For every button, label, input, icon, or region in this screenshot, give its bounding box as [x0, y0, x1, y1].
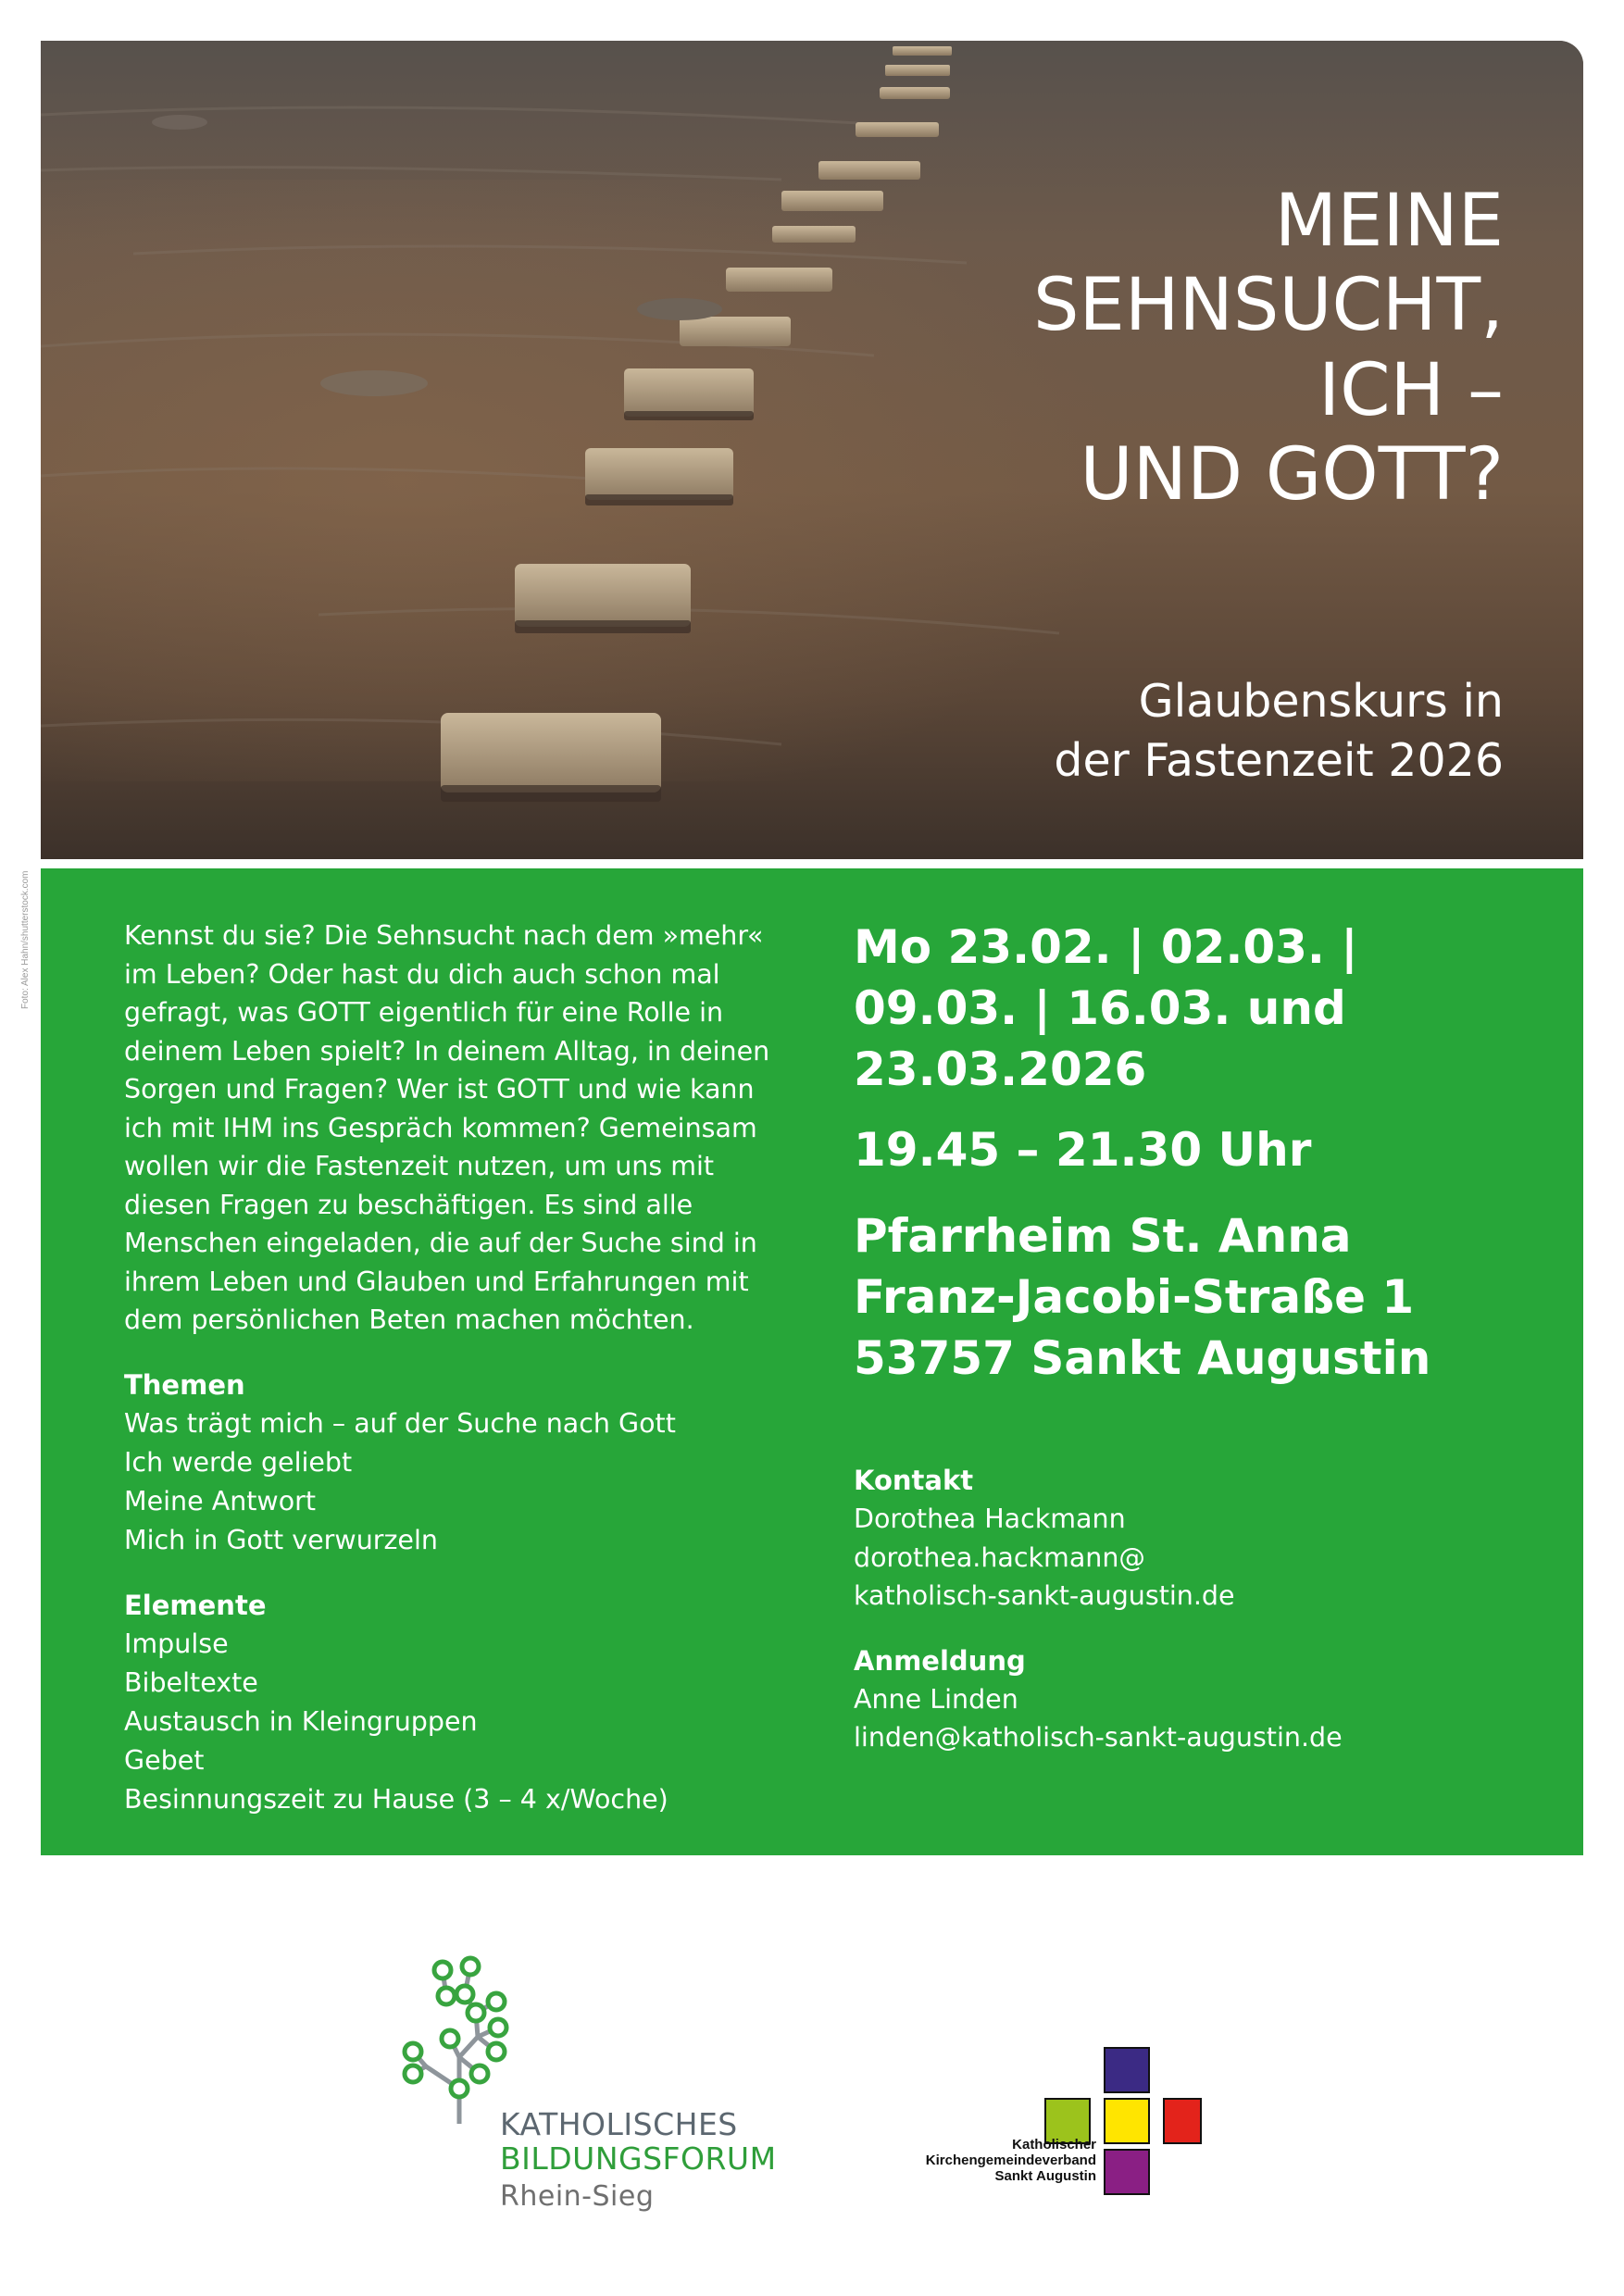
- themen-heading: Themen: [124, 1368, 245, 1401]
- bildungsforum-line-3: Rhein-Sieg: [500, 2180, 655, 2213]
- dates-line-1: Mo 23.02. | 02.03. |: [854, 920, 1358, 974]
- hero-photo: [41, 41, 1583, 859]
- list-item: Meine Antwort: [124, 1485, 317, 1516]
- list-item: Austausch in Kleingruppen: [124, 1705, 478, 1737]
- kontakt-heading: Kontakt: [854, 1465, 974, 1496]
- bildungsforum-logo: [387, 1948, 868, 2226]
- photo-credit: Foto: Alex Hahn/shutterstock.com: [20, 870, 31, 1009]
- left-column: [124, 917, 791, 1819]
- right-column: [854, 917, 1520, 1757]
- cross-square-center: [1105, 2099, 1149, 2143]
- course-time: 19.45 – 21.30 Uhr: [854, 1123, 1312, 1177]
- dates-line-2: 09.03. | 16.03. und: [854, 981, 1346, 1035]
- contact-email-link[interactable]: dorothea.hackmann@: [854, 1541, 1145, 1573]
- info-panel: [41, 868, 1583, 1855]
- kgv-line-3: Sankt Augustin: [994, 2168, 1096, 2184]
- kgv-line-1: Katholischer: [1012, 2137, 1096, 2152]
- venue-name: Pfarrheim St. Anna: [854, 1209, 1352, 1263]
- registration-block: [854, 1641, 1520, 1757]
- tree-icon: [387, 1948, 563, 2124]
- list-item: Besinnungszeit zu Hause (3 – 4 x/Woche): [124, 1783, 668, 1815]
- venue-address: [854, 1205, 1520, 1389]
- anmeldung-heading: Anmeldung: [854, 1644, 1026, 1677]
- intro-text: Kennst du sie? Die Sehnsucht nach dem »mehr« im Leben? Oder hast du dich auch schon mal gefragt, was GOTT eigentlich für eine Rolle in deinem Leben spielt? In deinem Alltag, in deinen Sorgen und Fragen? Wer ist GOTT und wie kann ich mit IHM ins Gespräch kommen? Gemeinsam wollen wir die Fastenzeit nutzen, um uns mit diesen Fragen zu beschäftigen. Es sind alle Menschen eingeladen, die auf der Suche sind in ihrem Leben und Glauben und Erfahrungen mit dem persönlichen Beten machen möchten.: [124, 920, 770, 1335]
- contact-name: Dorothea Hackmann: [854, 1504, 1126, 1534]
- course-dates: [854, 917, 1520, 1100]
- list-item: Impulse: [124, 1628, 229, 1659]
- headline: [744, 180, 1504, 518]
- list-item: Ich werde geliebt: [124, 1446, 353, 1478]
- kirchengemeindeverband-logo: [889, 2046, 1204, 2222]
- subheadline: [763, 672, 1504, 790]
- bildungsforum-line-1: KATHOLISCHES: [500, 2106, 738, 2142]
- themen-list: [124, 1404, 791, 1560]
- list-item: Mich in Gott verwurzeln: [124, 1524, 438, 1555]
- venue-city: 53757 Sankt Augustin: [854, 1331, 1431, 1385]
- subheadline-line-2: der Fastenzeit 2026: [1054, 733, 1504, 787]
- contact-block: [854, 1461, 1520, 1616]
- bildungsforum-line-2: BILDUNGSFORUM: [500, 2140, 777, 2177]
- venue-street: Franz-Jacobi-Straße 1: [854, 1270, 1415, 1324]
- contact-email-link-domain[interactable]: katholisch-sankt-augustin.de: [854, 1580, 1235, 1611]
- headline-line-3: ICH –: [1318, 348, 1504, 432]
- headline-line-2: SEHNSUCHT,: [1033, 264, 1504, 348]
- elemente-list: [124, 1625, 791, 1819]
- list-item: Was trägt mich – auf der Suche nach Gott: [124, 1407, 676, 1439]
- subheadline-line-1: Glaubenskurs in: [1138, 675, 1504, 728]
- cross-square-bottom: [1105, 2150, 1149, 2194]
- registration-name: Anne Linden: [854, 1683, 1018, 1715]
- dates-line-3: 23.03.2026: [854, 1042, 1147, 1096]
- registration-email-link[interactable]: linden@katholisch-sankt-augustin.de: [854, 1722, 1343, 1753]
- kgv-line-2: Kirchengemeindeverband: [925, 2152, 1096, 2168]
- elemente-heading: Elemente: [124, 1589, 267, 1621]
- bildungsforum-wordmark: [500, 2107, 777, 2214]
- cross-icon: [889, 2046, 1204, 2222]
- list-item: Bibeltexte: [124, 1666, 258, 1698]
- list-item: Gebet: [124, 1744, 205, 1776]
- cross-square-top: [1105, 2048, 1149, 2092]
- kirchengemeindeverband-wordmark: [889, 2137, 1096, 2184]
- cross-square-right: [1164, 2099, 1201, 2143]
- headline-line-4: UND GOTT?: [1080, 432, 1504, 517]
- headline-line-1: MEINE: [1274, 180, 1504, 263]
